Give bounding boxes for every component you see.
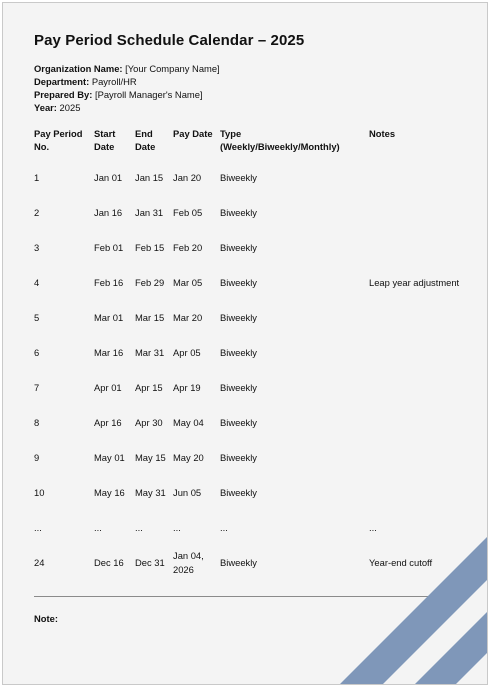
table-cell: 8 — [34, 416, 40, 428]
meta-organization: Organization Name: [Your Company Name] — [34, 63, 220, 74]
decorative-stripes — [3, 3, 487, 684]
table-cell: Mar 15 — [135, 311, 165, 323]
table-cell: Biweekly — [220, 171, 257, 183]
table-cell: Apr 15 — [135, 381, 163, 393]
table-cell: Feb 05 — [173, 206, 203, 218]
table-cell: Jan 20 — [173, 171, 202, 183]
table-cell: ... — [369, 521, 377, 533]
column-header-line: No. — [34, 141, 50, 152]
table-cell: ... — [94, 521, 102, 533]
table-cell: Leap year adjustment — [369, 276, 460, 288]
table-cell: Mar 01 — [94, 311, 124, 323]
column-header-line: Pay Period — [34, 128, 83, 139]
table-cell: Jan 15 — [135, 171, 164, 183]
table-cell: Biweekly — [220, 241, 257, 253]
table-cell: Biweekly — [220, 381, 257, 393]
column-header-line: Start — [94, 128, 116, 139]
table-cell: Biweekly — [220, 486, 257, 498]
table-cell: 3 — [34, 241, 40, 253]
table-cell: 6 — [34, 346, 40, 358]
column-header-line: Date — [94, 141, 115, 152]
table-cell: 7 — [34, 381, 40, 393]
table-cell: May 15 — [135, 451, 166, 463]
meta-prepared-by: Prepared By: [Payroll Manager's Name] — [34, 89, 203, 100]
column-header-line: Notes — [369, 128, 396, 139]
table-cell: Biweekly — [220, 206, 257, 218]
table-cell: Jun 05 — [173, 486, 202, 498]
table-cell: Apr 05 — [173, 346, 201, 358]
note-label: Note: — [34, 613, 58, 624]
table-cell: 5 — [34, 311, 40, 323]
table-cell: Mar 16 — [94, 346, 124, 358]
table-cell: May 31 — [135, 486, 166, 498]
column-header-line: End — [135, 128, 153, 139]
table-cell: Jan 31 — [135, 206, 164, 218]
table-cell: 2 — [34, 206, 40, 218]
table-cell: Apr 30 — [135, 416, 163, 428]
table-cell: ... — [135, 521, 143, 533]
table-cell: May 01 — [94, 451, 125, 463]
table-cell: Mar 20 — [173, 311, 203, 323]
table-cell: Jan 04, 2026 — [173, 549, 204, 575]
table-cell: Feb 01 — [94, 241, 124, 253]
table-cell: Biweekly — [220, 556, 257, 568]
column-header-line: Date — [135, 141, 156, 152]
table-cell: Apr 16 — [94, 416, 122, 428]
table-cell: Biweekly — [220, 311, 257, 323]
table-cell: Mar 31 — [135, 346, 165, 358]
meta-department: Department: Payroll/HR — [34, 76, 137, 87]
table-cell: Dec 16 — [94, 556, 124, 568]
table-cell: 9 — [34, 451, 40, 463]
table-cell: Feb 29 — [135, 276, 165, 288]
document-page — [2, 2, 488, 685]
table-cell: ... — [220, 521, 228, 533]
page-title: Pay Period Schedule Calendar – 2025 — [34, 32, 305, 49]
table-cell: ... — [34, 521, 42, 533]
table-cell: Feb 16 — [94, 276, 124, 288]
table-cell: 10 — [34, 486, 45, 498]
table-cell: Year-end cutoff — [369, 556, 433, 568]
table-cell: 1 — [34, 171, 40, 183]
table-cell: 4 — [34, 276, 40, 288]
meta-year: Year: 2025 — [34, 102, 81, 113]
table-cell: Jan 01 — [94, 171, 123, 183]
table-cell: Jan 16 — [94, 206, 123, 218]
table-cell: 24 — [34, 556, 45, 568]
table-cell: May 04 — [173, 416, 204, 428]
table-cell: Biweekly — [220, 346, 257, 358]
table-cell: Mar 05 — [173, 276, 203, 288]
table-cell: Apr 01 — [94, 381, 122, 393]
table-cell: Dec 31 — [135, 556, 165, 568]
column-header-line: (Weekly/Biweekly/Monthly) — [220, 141, 340, 152]
column-header-line: Pay Date — [173, 128, 213, 139]
table-cell: Biweekly — [220, 451, 257, 463]
table-cell: Apr 19 — [173, 381, 201, 393]
table-cell: May 16 — [94, 486, 125, 498]
table-cell: Feb 15 — [135, 241, 165, 253]
table-cell: Biweekly — [220, 416, 257, 428]
column-header-line: Type — [220, 128, 242, 139]
table-cell: Biweekly — [220, 276, 257, 288]
table-cell: ... — [173, 521, 181, 533]
table-cell: May 20 — [173, 451, 204, 463]
table-cell: Feb 20 — [173, 241, 203, 253]
